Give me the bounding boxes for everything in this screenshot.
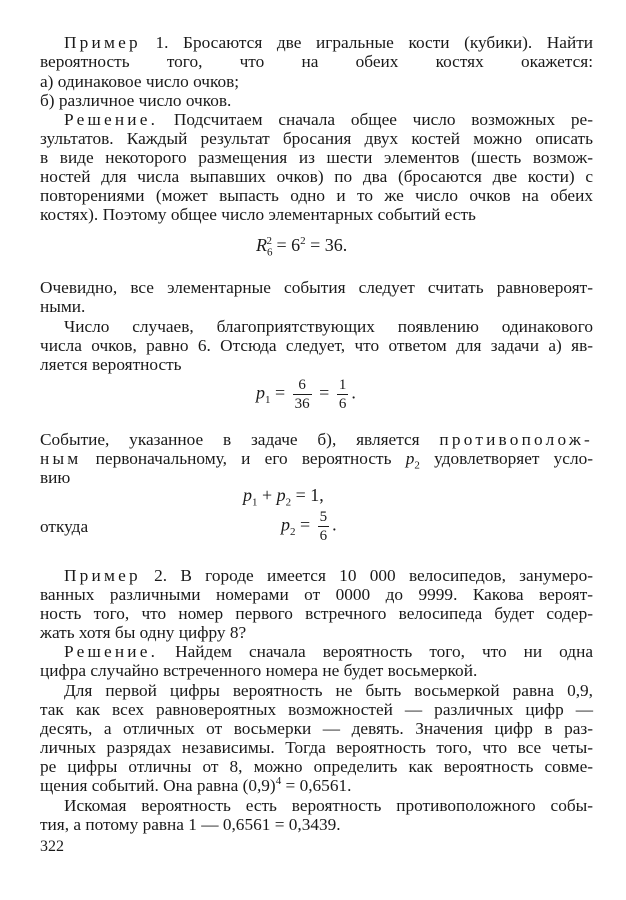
example2-heading: Пример	[64, 566, 141, 585]
example1-number: 1.	[155, 33, 169, 52]
first-digit-line-5: ре цифры отличны от 8, можно определить как вероятность совме-	[40, 757, 593, 776]
first-digit-line-4: личных разрядах независимы. Тогда вероятность того, что все четы-	[40, 738, 593, 757]
example2-line-2: ванных различными номерами от 0000 до 9999. Какова вероят-	[40, 585, 593, 604]
formula-p2: $p_2$ = $\frac{5}{6}$ .	[281, 509, 337, 544]
fraction-1-6: $\frac{1}{6}$	[338, 377, 347, 412]
solution1-line-3: в виде некоторого размещения из шести элементов (шесть возмож-	[40, 148, 593, 167]
formula-total-outcomes: $R_6^2 = 6^2 = 36$.	[256, 235, 348, 259]
after-formula1-line-1: Очевидно, все элементарные события следует считать равновероят-	[40, 278, 593, 297]
first-digit-line-2: так как всех равновероятных возможностей — различных цифр —	[40, 700, 593, 719]
example2-number: 2.	[154, 566, 168, 585]
page-number: 322	[40, 838, 64, 855]
event-line-3: вию	[40, 468, 71, 487]
example1-line-1	[64, 33, 593, 52]
fraction-5-6: $\frac{5}{6}$	[319, 509, 328, 544]
solution2-line-1: Решение. Найдем сначала вероятность того, что ни одна	[64, 642, 593, 661]
solution2-heading: Решение.	[64, 642, 159, 661]
solution2-line-2: цифра случайно встреченного номера не будет восьмеркой.	[40, 661, 478, 680]
solution1-line-5: повторениями (может выпасть одно и то же число очков на обеих	[40, 186, 593, 205]
event-line-1: Событие, указанное в задаче б), является противополож-	[40, 430, 593, 449]
example1-option-b: б) различное число очков.	[40, 91, 232, 110]
example1-line-2: вероятность того, что на обеих костях окажется:	[40, 52, 593, 71]
first-digit-line-6: щения событий. Она равна $(0,9)^4 = 0,6561$.	[40, 775, 352, 795]
example1-option-a: а) одинаковое число очков;	[40, 72, 240, 91]
event-line-2: ным первоначальному, и его вероятность $p_2$ удовлетворяет усло-	[40, 449, 593, 472]
example2-line-3: ность того, что номер первого встречного велосипеда будет содер-	[40, 604, 593, 623]
otkuda-word: откуда	[40, 517, 89, 536]
example2-line-1: Пример 2. В городе имеется 10 000 велосипедов, занумеро-	[64, 566, 593, 585]
solution1-line-1	[64, 110, 593, 129]
solution1-line-4: ностей для числа выпавших очков) по два (бросаются две кости) с	[40, 167, 593, 186]
example2-line-4: жать хотя бы одну цифру 8?	[40, 623, 247, 642]
solution1-line-6: костях). Поэтому общее число элементарных событий есть	[40, 205, 476, 224]
solution1-heading: Решение.	[64, 110, 159, 129]
cases-line-2: числа очков, равно 6. Отсюда следует, что ответом для задачи а) яв-	[40, 336, 593, 355]
first-digit-line-1: Для первой цифры вероятность не быть восьмеркой равна 0,9,	[64, 681, 593, 700]
first-digit-line-3: десять, а отличных от восьмерки — девять. Значения цифр в раз-	[40, 719, 593, 738]
formula-sum: $p_1 + p_2 = 1$,	[243, 485, 324, 509]
final-line-2: тия, а потому равна 1 — 0,6561 = 0,3439.	[40, 815, 341, 834]
final-line-1: Искомая вероятность есть вероятность противоположного собы-	[64, 796, 593, 815]
cases-line-3: ляется вероятность	[40, 355, 182, 374]
example1-heading: Пример	[64, 33, 141, 52]
cases-line-1: Число случаев, благоприятствующих появлению одинакового	[64, 317, 593, 336]
solution1-line-2: зультатов. Каждый результат бросания двух костей можно описать	[40, 129, 593, 148]
after-formula1-line-2: ными.	[40, 297, 86, 316]
example1-text-1: Бросаются две игральные кости (кубики). Найти	[183, 33, 593, 52]
fraction-6-36: $\frac{6}{36}$	[294, 377, 310, 412]
solution1-text-1: Подсчитаем сначала общее число возможных ре-	[173, 110, 593, 129]
formula-p1: $p_1$ = $\frac{6}{36}$ = $\frac{1}{6}$ .	[256, 377, 356, 412]
